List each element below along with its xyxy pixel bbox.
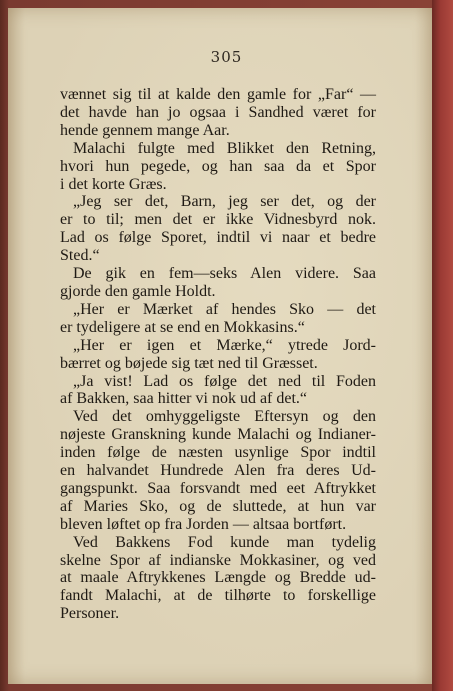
text-line: af Bakken, saa hitter vi nok ud af det.“	[60, 390, 308, 408]
page-number: 305	[210, 48, 243, 66]
text-line: skelne Spor af indianske Mokkasiner, og ved	[60, 551, 376, 569]
text-line: det havde han jo ogsaa i Sandhed været for	[60, 103, 376, 121]
text-line: Ved Bakkens Fod kunde man tydelig	[73, 533, 376, 551]
text-line: i det korte Græs.	[60, 175, 167, 193]
text-line: bleven løftet op fra Jorden — altsaa bortført.	[60, 515, 347, 533]
text-line: er to til; men det er ikke Vidnesbyrd nok.	[60, 211, 376, 229]
text-line: „Jeg ser det, Barn, jeg ser det, og der	[73, 193, 376, 211]
text-line: „Ja vist! Lad os følge det ned til Foden	[73, 372, 376, 390]
text-line: vænnet sig til at kalde den gamle for „Far“ —	[60, 86, 376, 103]
text-line: bærret og bøjede sig tæt ned til Græsset.	[60, 354, 318, 372]
text-line: inden følge de næsten usynlige Spor indtil	[60, 444, 376, 462]
text-line: Sted.“	[60, 247, 100, 265]
page-body-text	[60, 86, 376, 623]
text-line: gjorde den gamle Holdt.	[60, 282, 216, 300]
text-line: en halvandet Hundrede Alen fra deres Ud-	[60, 462, 376, 480]
text-line: hende gennem mange Aar.	[60, 121, 230, 139]
text-line: fandt Malachi, at de tilhørte to forskellige	[60, 587, 376, 605]
text-line: De gik en fem—seks Alen videre. Saa	[73, 265, 376, 283]
text-line: er tydeligere at se end en Mokkasins.“	[60, 318, 305, 336]
text-line: Ved det omhyggeligste Eftersyn og den	[73, 408, 376, 426]
text-line: Malachi fulgte med Blikket den Retning,	[73, 139, 376, 157]
text-line: Personer.	[60, 605, 120, 623]
text-line: hvori hun pegede, og han saa da et Spor	[60, 157, 376, 175]
book-cover-edge	[432, 0, 453, 691]
text-line: Lad os følge Sporet, indtil vi naar et bedre	[60, 229, 376, 247]
text-line: „Her er igen et Mærke,“ ytrede Jord-	[73, 336, 376, 354]
text-line: at maale Aftrykkenes Længde og Bredde ud-	[60, 569, 376, 587]
text-line: nøjeste Granskning kunde Malachi og Indianer-	[60, 426, 376, 444]
text-line: af Maries Sko, og de sluttede, at hun var	[60, 497, 376, 515]
text-line: „Her er Mærket af hendes Sko — det	[73, 300, 376, 318]
text-line: gangspunkt. Saa forsvandt med eet Aftrykket	[60, 479, 376, 497]
